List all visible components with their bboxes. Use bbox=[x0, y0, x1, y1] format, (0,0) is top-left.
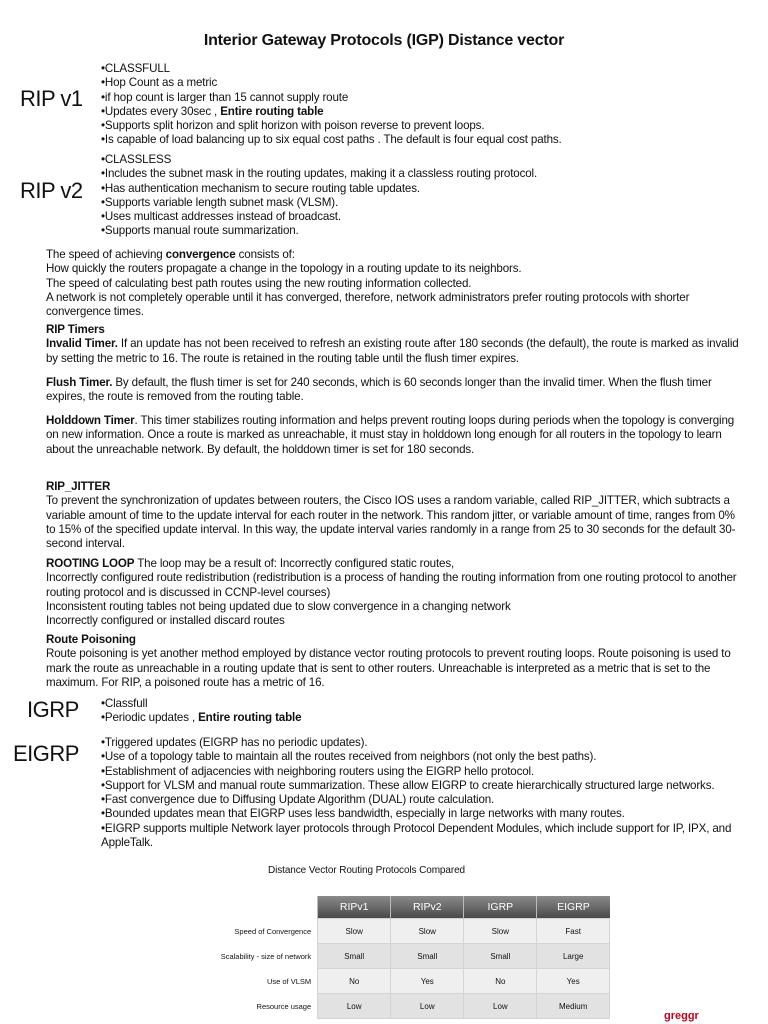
section-heading: ROOTING LOOP bbox=[46, 557, 135, 570]
holddown-timer: Holddown Timer. This timer stabilizes routing information and helps prevent routing loops during periods when the topology is converging on new information. Once a route is marked as unreachable, it must stay in holddown long enough for all routers in the topology to learn about the unreachable network. By default, the holddown timer is set for 180 seconds. bbox=[46, 414, 735, 456]
route-poisoning-text: Route poisoning is yet another method employed by distance vector routing protocols to prevent routing loops. Route poisoning is used to mark the route as unreachable in a routing update that is sent to other routers. Unreachable is interpreted as a metric that is set to the maximum. For RIP, a poisoned route has a metric of 16. bbox=[46, 647, 731, 689]
page-title: Interior Gateway Protocols (IGP) Distance vector bbox=[203, 32, 565, 49]
routing-loop-line: Inconsistent routing tables not being updated due to slow convergence in a changing network bbox=[46, 599, 511, 613]
list-item: •Supports split horizon and split horizon with poison reverse to prevent loops. bbox=[101, 119, 485, 133]
flush-timer: Flush Timer. By default, the flush timer is set for 240 seconds, which is 60 seconds longer than the invalid timer. When the flush timer expires, the route is removed from the routing table. bbox=[46, 376, 712, 404]
list-item: •CLASSLESS bbox=[101, 153, 172, 166]
column-header: IGRP bbox=[464, 896, 537, 919]
list-item: •Supports variable length subnet mask (VLSM). bbox=[101, 195, 339, 209]
routing-loop-line: Incorrectly configured route redistribution (redistribution is a process of handing the routing information from one routing protocol to another routing protocol and is discussed in CCNP-level courses) bbox=[46, 571, 737, 599]
ripv1-label: RIP v1 bbox=[20, 86, 83, 111]
column-header: EIGRP bbox=[537, 896, 610, 919]
table-cell: Large bbox=[537, 944, 610, 969]
eigrp-label: EIGRP bbox=[13, 741, 79, 766]
table-cell: No bbox=[464, 969, 537, 994]
list-item: •Uses multicast addresses instead of broadcast. bbox=[101, 210, 341, 224]
table-cell: Small bbox=[464, 944, 537, 969]
table-cell: Small bbox=[391, 944, 464, 969]
section-heading: Route Poisoning bbox=[46, 633, 136, 646]
table-cell: Medium bbox=[537, 994, 610, 1019]
comparison-title: Distance Vector Routing Protocols Compared bbox=[268, 865, 466, 876]
list-item: •Has authentication mechanism to secure routing table updates. bbox=[101, 181, 420, 195]
list-item: •Periodic updates , Entire routing table bbox=[101, 711, 302, 725]
table-row bbox=[170, 919, 610, 944]
ripv2-label: RIP v2 bbox=[20, 178, 83, 203]
convergence-line: How quickly the routers propagate a change in the topology in a routing update to its neighbors. bbox=[46, 262, 522, 276]
section-heading: RIP Timers bbox=[46, 323, 105, 336]
list-item: •Supports manual route summarization. bbox=[101, 224, 299, 238]
table-row bbox=[170, 994, 610, 1019]
section-heading: RIP_JITTER bbox=[46, 480, 111, 493]
igrp-list bbox=[101, 697, 758, 726]
list-item: •Includes the subnet mask in the routing updates, making it a classless routing protocol. bbox=[101, 167, 538, 181]
convergence-intro: The speed of achieving convergence consists of: bbox=[46, 248, 295, 261]
table-cell: Slow bbox=[464, 919, 537, 944]
table-cell: Fast bbox=[537, 919, 610, 944]
list-item: •Triggered updates (EIGRP has no periodic updates). bbox=[101, 736, 368, 749]
list-item: •Fast convergence due to Diffusing Update Algorithm (DUAL) route calculation. bbox=[101, 793, 495, 807]
table-cell: Low bbox=[464, 994, 537, 1019]
row-label: Speed of Convergence bbox=[234, 926, 312, 936]
table-cell: Yes bbox=[537, 969, 610, 994]
ripv1-list bbox=[101, 62, 758, 148]
table-cell: Slow bbox=[391, 919, 464, 944]
signature: greggr bbox=[664, 1010, 699, 1022]
convergence-line: A network is not completely operable until it has converged, therefore, network administrators prefer routing protocols with shorter convergence times. bbox=[46, 290, 690, 319]
list-item: •Is capable of load balancing up to six equal cost paths . The default is four equal cost paths. bbox=[101, 133, 562, 147]
invalid-timer: Invalid Timer. If an update has not been received to refresh an existing route after 180 seconds (the default), the route is marked as invalid by setting the metric to 16. The route is retained in the routing table until the flush timer expires. bbox=[46, 337, 739, 365]
ripv2-list bbox=[101, 153, 758, 239]
list-item: •Hop Count as a metric bbox=[101, 76, 218, 90]
row-label: Use of VLSM bbox=[266, 976, 312, 986]
row-label: Scalability - size of network bbox=[220, 951, 312, 961]
list-item: •Establishment of adjacencies with neighboring routers using the EIGRP hello protocol. bbox=[101, 764, 535, 778]
table-corner bbox=[170, 896, 318, 919]
igrp-label: IGRP bbox=[27, 697, 79, 722]
table-cell: No bbox=[318, 969, 391, 994]
list-item: •Classfull bbox=[101, 697, 148, 710]
column-header: RIPv2 bbox=[391, 896, 464, 919]
list-item: •if hop count is larger than 15 cannot supply route bbox=[101, 90, 349, 104]
convergence-line: The speed of calculating best path routes using the new routing information collected. bbox=[46, 276, 472, 290]
eigrp-list bbox=[101, 736, 748, 850]
convergence-section bbox=[46, 248, 746, 319]
routing-loop-section: ROOTING LOOP The loop may be a result of: Incorrectly configured static routes, Incorrectly configured route redistribution (redistribution is a process of handing the routing information from one routing protocol to another routing protocol and is discussed in CCNP-level courses) Inconsistent routing tables not being updated due to slow convergence in a changing network Incorrectly configured or installed discard routes bbox=[46, 557, 746, 628]
route-poisoning-section bbox=[46, 633, 746, 690]
table-cell: Small bbox=[318, 944, 391, 969]
rip-timers-section bbox=[46, 323, 746, 366]
list-item: •Updates every 30sec , Entire routing table bbox=[101, 104, 324, 118]
rip-jitter-section bbox=[46, 480, 746, 551]
table-cell: Low bbox=[391, 994, 464, 1019]
row-label: Resource usage bbox=[256, 1001, 312, 1011]
routing-loop-line: Incorrectly configured or installed discard routes bbox=[46, 614, 285, 628]
comparison-table bbox=[170, 896, 610, 1019]
list-item: •Bounded updates mean that EIGRP uses less bandwidth, especially in large networks with many routes. bbox=[101, 807, 625, 821]
table-row bbox=[170, 944, 610, 969]
list-item: •CLASSFULL bbox=[101, 62, 170, 75]
rip-jitter-text: To prevent the synchronization of updates between routers, the Cisco IOS uses a random variable, called RIP_JITTER, which subtracts a variable amount of time to the update interval for each router in the network. This random jitter, or variable amount of time, ranges from 0% to 15% of the specified update interval. In this way, the update interval varies randomly in a range from 25 to 30 seconds for the default 30-second interval. bbox=[46, 494, 736, 551]
list-item: •Use of a topology table to maintain all the routes received from neighbors (not only the best paths). bbox=[101, 750, 597, 764]
table-cell: Slow bbox=[318, 919, 391, 944]
column-header: RIPv1 bbox=[318, 896, 391, 919]
table-row bbox=[170, 969, 610, 994]
list-item: •Support for VLSM and manual route summarization. These allow EIGRP to create hierarchically structured large networks. bbox=[101, 778, 715, 792]
list-item: •EIGRP supports multiple Network layer protocols through Protocol Dependent Modules, which include support for IP, IPX, and AppleTalk. bbox=[101, 821, 732, 850]
table-cell: Low bbox=[318, 994, 391, 1019]
table-cell: Yes bbox=[391, 969, 464, 994]
